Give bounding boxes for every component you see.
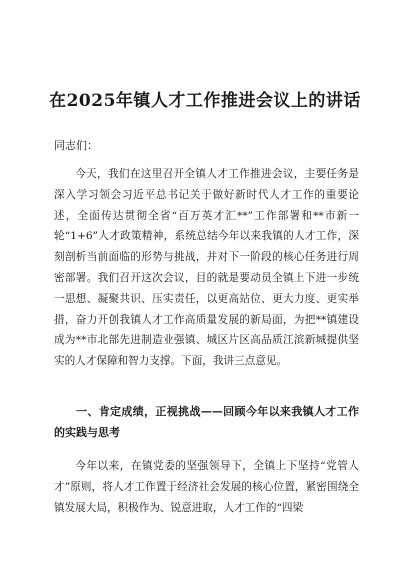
body-paragraph: 今天，我们在这里召开全镇人才工作推进会议，主要任务是深入学习领会习近平总书记关于做好新时代人才工作的重要论述，全面传达贯彻全省“百万英才汇**”工作部署和**市新一轮“1+6”人才政策精神，系统总结今年以来我镇的人才工作，深刻剖析当前面临的形势与挑战，并对下一阶段的核心任务进行周密部署。我们召开这次会议，目的就是要动员全镇上下进一步统一思想、凝聚共识、压实责任，以更高站位、更大力度、更实举措，奋力开创我镇人才工作高质量发展的新局面，为把**镇建设成为**市北部先进制造业强镇、城区片区高品质江滨新城提供坚实的人才保障和智力支撑。下面，我讲三点意见。 [54,168,359,368]
document-title: 在2025年镇人才工作推进会议上的讲话 [49,91,361,111]
section-heading: 一、肯定成绩，正视挑战——回顾今年以来我镇人才工作的实践与思考 [54,405,359,439]
body-paragraph: 今年以来，在镇党委的坚强领导下，全镇上下坚持“党管人才”原则，将人才工作置于经济社会发展的核心位置，紧密围绕全镇发展大局，积极作为、锐意进取，人才工作的“四梁 [54,460,359,514]
salutation: 同志们： [54,139,98,152]
